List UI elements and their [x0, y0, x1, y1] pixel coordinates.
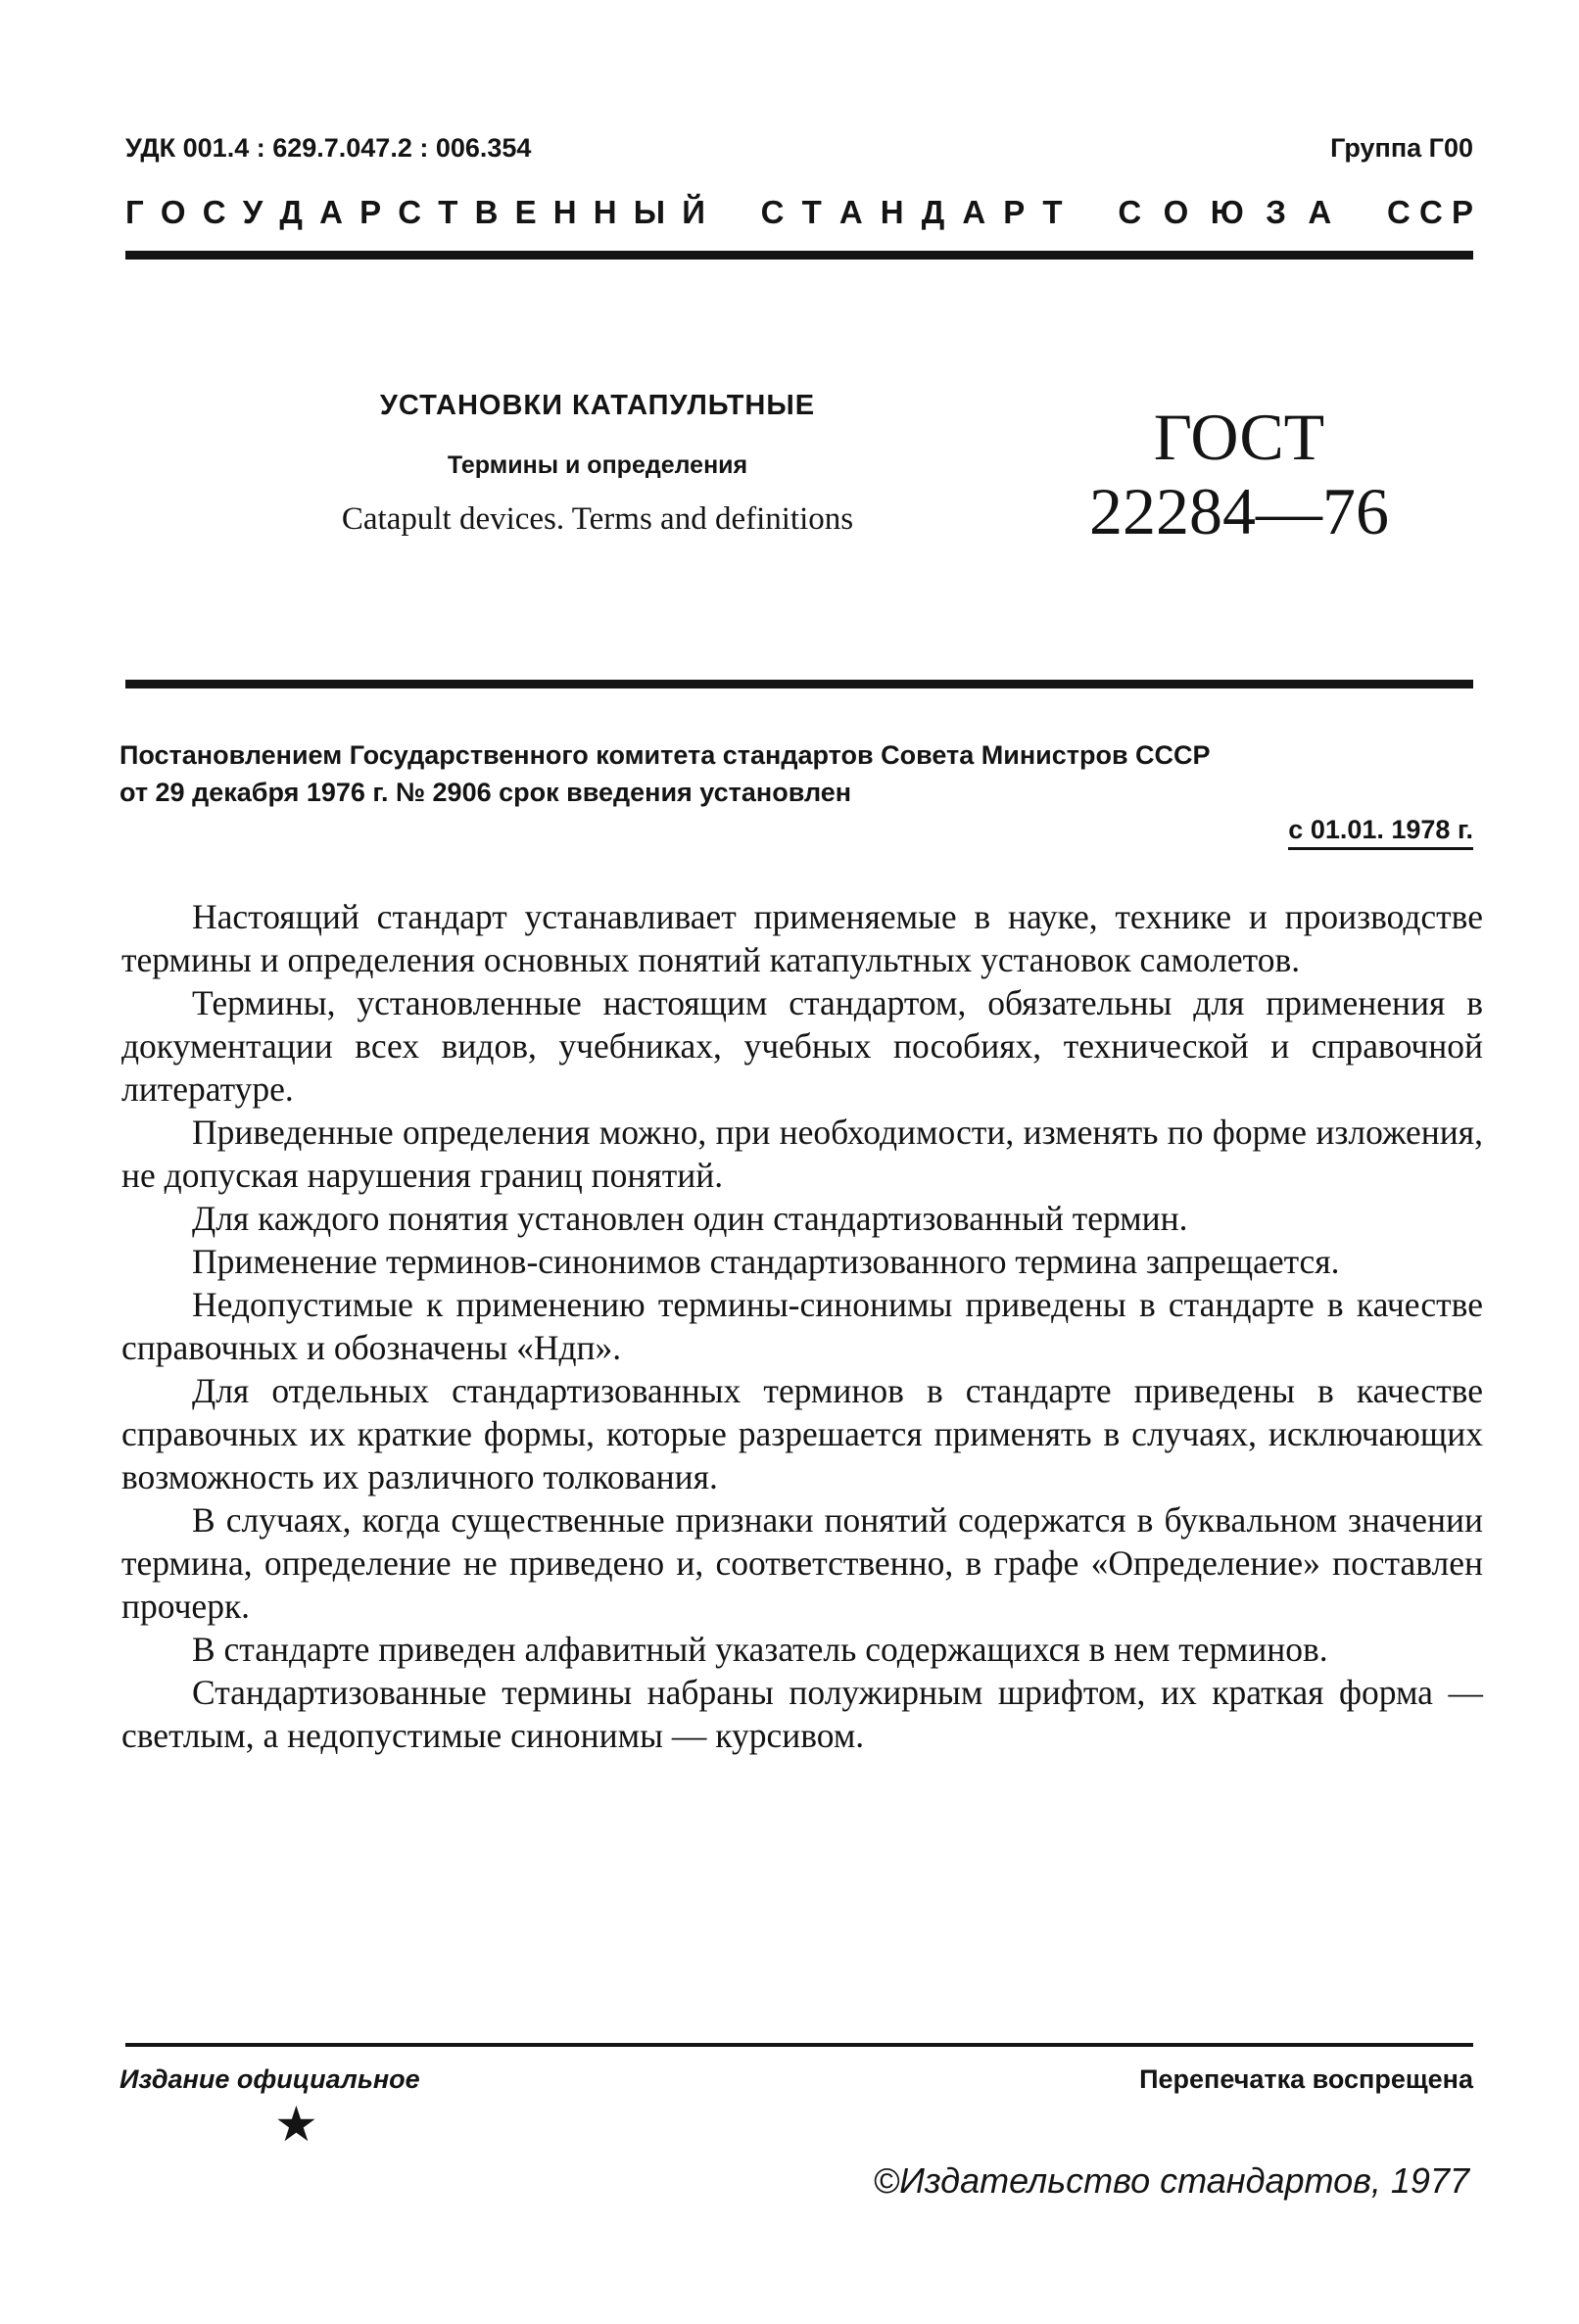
- paragraph-3: Приведенные определения можно, при необходимости, изменять по форме изложения, не допуская нарушения границ понятий.: [121, 1113, 1483, 1195]
- heading-letter: У: [242, 194, 263, 230]
- heading-letter: Г: [125, 194, 144, 230]
- paragraph-2: Термины, установленные настоящим стандартом, обязательны для применения в документации всех видов, учебниках, учебных пособиях, технической и справочной литературе.: [121, 983, 1483, 1109]
- gost-number: 22284—76: [1089, 474, 1389, 549]
- heading-letter: С: [1418, 194, 1443, 230]
- heading-letter: О: [1163, 194, 1189, 230]
- reprint-prohibited-note: Перепечатка воспрещена: [1139, 2064, 1473, 2094]
- english-title: Catapult devices. Terms and definitions: [341, 501, 854, 537]
- body-text: [121, 895, 1483, 1757]
- star-icon: ★: [274, 2097, 318, 2152]
- heading-letter: Н: [880, 194, 904, 230]
- paragraph-4: Для каждого понятия установлен один стандартизованный термин.: [192, 1199, 1188, 1238]
- heading-letter: Т: [1042, 194, 1063, 230]
- paragraph-5: Применение терминов-синонимов стандартизованного термина запрещается.: [192, 1242, 1340, 1281]
- heading-letter: Н: [552, 194, 577, 230]
- heading-letter: Й: [682, 194, 705, 230]
- copyright-line: ©Издательство стандартов, 1977: [873, 2160, 1469, 2201]
- heading-letter: З: [1266, 194, 1286, 230]
- heading-letter: Д: [921, 194, 945, 230]
- heading-letter: Т: [438, 194, 458, 230]
- heading-letter: В: [474, 194, 499, 230]
- state-standard-heading: [125, 194, 1473, 231]
- decree-line-2: от 29 декабря 1976 г. № 2906 срок введения установлен: [120, 778, 852, 807]
- section-rule: [125, 680, 1473, 688]
- state-word-3: [1118, 194, 1331, 231]
- effective-date: с 01.01. 1978 г.: [1288, 815, 1473, 850]
- heading-letter: А: [319, 194, 343, 230]
- heading-letter: Ю: [1210, 194, 1244, 230]
- decree-text: [120, 736, 1476, 811]
- paragraph-8: В случаях, когда существенные признаки понятий содержатся в буквальном значении термина, определение не приведено и, соответственно, в графе «Определение» поставлен прочерк.: [121, 1500, 1483, 1626]
- paragraph-7: Для отдельных стандартизованных терминов в стандарте приведены в качестве справочных их краткие формы, которые разрешается применять в случаях, исключающих возможность их различного толкования.: [121, 1371, 1483, 1496]
- heading-letter: Т: [801, 194, 822, 230]
- footer-rule: [125, 2043, 1473, 2047]
- heading-letter: С: [202, 194, 226, 230]
- state-word-1: [125, 194, 705, 231]
- gost-label: ГОСТ: [1153, 400, 1325, 474]
- heading-letter: А: [962, 194, 986, 230]
- paragraph-10: Стандартизованные термины набраны полужирным шрифтом, их краткая форма — светлым, а недопустимые синонимы — курсивом.: [121, 1673, 1483, 1755]
- official-edition-note: Издание официальное: [120, 2064, 420, 2094]
- heading-letter: Р: [1451, 194, 1473, 230]
- heading-letter: Д: [279, 194, 303, 230]
- paragraph-6: Недопустимые к применению термины-синонимы приведены в стандарте в качестве справочных и обозначены «Ндп».: [121, 1285, 1483, 1367]
- heading-letter: С: [760, 194, 785, 230]
- heading-letter: С: [398, 194, 422, 230]
- heading-letter: С: [1386, 194, 1411, 230]
- paragraph-1: Настоящий стандарт устанавливает применяемые в науке, технике и производстве термины и определения основных понятий катапультных установок самолетов.: [121, 897, 1483, 979]
- heading-letter: Н: [593, 194, 617, 230]
- udk-code: УДК 001.4 : 629.7.047.2 : 006.354: [125, 133, 532, 163]
- heading-letter: С: [1118, 194, 1142, 230]
- document-title: УСТАНОВКИ КАТАПУЛЬТНЫЕ: [379, 390, 816, 421]
- group-code: Группа Г00: [1330, 133, 1473, 163]
- paragraph-9: В стандарте приведен алфавитный указатель содержащихся в нем терминов.: [192, 1630, 1328, 1669]
- heading-letter: Е: [514, 194, 537, 230]
- title-block: [245, 390, 950, 538]
- header-rule: [125, 251, 1473, 260]
- decree-line-1: Постановлением Государственного комитета стандартов Совета Министров СССР: [120, 740, 1211, 770]
- gost-block: [1087, 400, 1391, 548]
- heading-letter: А: [838, 194, 863, 230]
- heading-letter: Р: [1003, 194, 1026, 230]
- document-subtitle: Термины и определения: [447, 451, 748, 479]
- heading-letter: О: [160, 194, 186, 230]
- state-word-2: [761, 194, 1063, 231]
- heading-letter: А: [1308, 194, 1332, 230]
- heading-letter: Р: [359, 194, 382, 230]
- heading-letter: Ы: [633, 194, 666, 230]
- state-word-4: [1387, 194, 1473, 231]
